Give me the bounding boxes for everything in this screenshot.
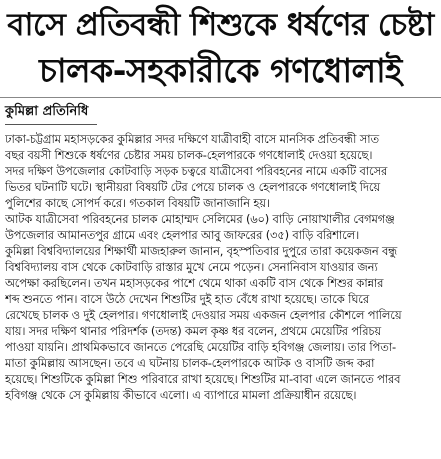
body-line: আটক যাত্রীসেবা পরিবহনের চালক মোহাম্মদ সেলিমের (৬০) বাড়ি নোয়াখালীর বেগমগঞ্জ — [5, 212, 395, 226]
headline-line-2: চালক-সহকারীকে গণধোলাই — [39, 51, 402, 90]
body-line: বিশ্ববিদ্যালয় বাস থেকে কোটবাড়ি রাস্তার মুখে নেমে পড়েন। সেনানিবাস যাওয়ার জন্য — [5, 260, 378, 274]
body-line: পাওয়া যায়নি। প্রাথমিকভাবে জানতে পেরেছি মেয়েটির বাড়ি হবিগঞ্জ জেলায়। তার পিতা- — [5, 340, 397, 354]
headline-line-1: বাসে প্রতিবন্ধী শিশুকে ধর্ষণের চেষ্টা — [7, 7, 434, 43]
body-line: মাতা কুমিল্লায় আসছেন। তবে এ ঘটনায় চালক-হেলপারকে আটক ও বাসটি জব্দ করা — [5, 356, 375, 370]
body-line: পুলিশের কাছে সোপর্দ করে। গতকাল বিষয়টি জানাজানি হয়। — [5, 196, 270, 210]
body-line: কুমিল্লা বিশ্ববিদ্যালয়ের শিক্ষার্থী মাজহারুল জানান, বৃহস্পতিবার দুপুরে তারা কয়েকজন বন্ধু — [5, 244, 398, 258]
headline-divider — [0, 97, 441, 98]
body-line: ভিতর ঘটনাটি ঘটে। স্থানীয়রা বিষয়টি টের পেয়ে চালক ও হেলপারকে গণধোলাই দিয়ে — [5, 180, 381, 194]
body-line: ঢাকা-চট্টগ্রাম মহাসড়কের কুমিল্লার সদর দক্ষিণে যাত্রীবাহী বাসে মানসিক প্রতিবন্ধী সাত — [5, 132, 379, 146]
body-line: হবিগঞ্জ থেকে সে কুমিল্লায় কীভাবে এলো। এ ব্যাপারে মামলা প্রক্রিয়াধীন রয়েছে। — [5, 388, 357, 402]
byline: কুমিল্লা প্রতিনিধি — [5, 104, 89, 119]
byline-underline — [5, 124, 97, 125]
body-line: অপেক্ষা করছিলেন। তখন মহাসড়কের পাশে থেমে থাকা একটি বাস থেকে শিশুর কান্নার — [5, 276, 384, 290]
body-line: শব্দ শুনতে পান। বাসে উঠে দেখেন শিশুটির দুই হাত বেঁধে রাখা হয়েছে। তাকে ঘিরে — [5, 292, 370, 306]
body-line: রেখেছে চালক ও দুই হেলপার। গণধোলাই দেওয়ার সময় একজন হেলপার কৌশলে পালিয়ে — [5, 308, 402, 322]
body-line: উপজেলার আমানতপুর গ্রামে এবং হেলপার আবু জাফরের (৩৫) বাড়ি বরিশালে। — [5, 228, 360, 242]
body-line: বছর বয়সী শিশুকে ধর্ষণের চেষ্টার সময় চালক-হেলপারকে গণধোলাই দেওয়া হয়েছে। — [5, 148, 373, 162]
body-line: সদর দক্ষিণ উপজেলার কোটবাড়ি সড়ক চত্বরে যাত্রীসেবা পরিবহনের নামে একটি বাসের — [5, 164, 388, 178]
body-line: যায়। সদর দক্ষিণ থানার পরিদর্শক (তদন্ত) কমল কৃষ্ণ ধর বলেন, প্রথমে মেয়েটির পরিচয় — [5, 324, 381, 338]
body-line: হয়েছে। শিশুটিকে কুমিল্লা শিশু পরিবারে রাখা হয়েছে। শিশুটির মা-বাবা এলে জানতে পারব — [5, 372, 401, 386]
